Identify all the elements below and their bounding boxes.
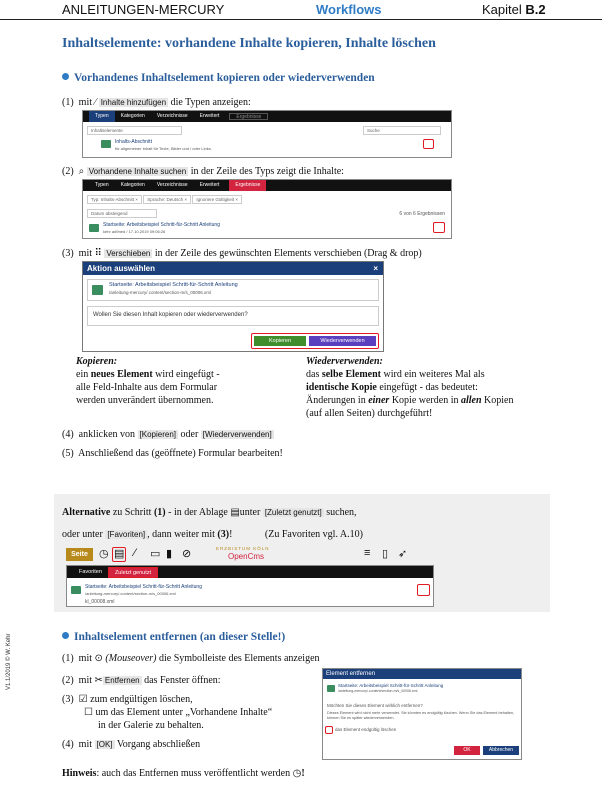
target-icon: ⊙ bbox=[94, 653, 103, 664]
remove-dialog: Element entfernen Startseite: Arbeitsbeispiel Schritt-für-Schritt Anleitung /anleitung-mercury/.content/section-m/s_00006.xml Möchten Sie dieses Element wirklich entfernen? Dieses Element wird nicht mehr verwendet. Sie könnten es endgültig löschen. Wenn Sie das Element behalten, können Sie es später wiederverwenden. das Element endgültig löschen OK Abbrechen bbox=[322, 668, 522, 760]
favorites-tab[interactable]: Favoriten bbox=[79, 568, 102, 575]
remove-icon: ✂ bbox=[94, 675, 103, 686]
version-note: V1.1/2019 © W. Kehr bbox=[6, 633, 12, 690]
clipboard-icon: ▤ bbox=[230, 507, 240, 518]
search-existing-icon[interactable] bbox=[423, 139, 434, 149]
reuse-button[interactable]: Wiederverwenden bbox=[309, 336, 376, 346]
folder-icon[interactable]: ▭ bbox=[150, 548, 161, 560]
step2: (2) ⌕ Vorhandene Inhalte suchen in der Zeile des Typs zeigt die Inhalte: bbox=[62, 166, 344, 177]
section1-heading: Vorhandenes Inhaltselement kopieren oder wiederverwenden bbox=[62, 72, 375, 84]
publish-icon: ◷ bbox=[292, 768, 302, 779]
grid-icon: ⠿ bbox=[94, 248, 102, 259]
clipboard-panel: Favoriten Zuletzt genutzt Startseite: Arbeitsbeispiel Schritt-für-Schritt Anleitung /anleitung-mercury/.content/section-m/s_00006.xml kl_00008.xml bbox=[66, 565, 434, 607]
section-type-icon bbox=[101, 140, 111, 148]
alternative-line1: Alternative zu Schritt (1) - in der Ablage ▤unter [Zuletzt genutzt] suchen, bbox=[62, 507, 357, 518]
section2-heading: Inhaltselement entfernen (an dieser Stelle!) bbox=[62, 631, 285, 643]
sort-select[interactable]: Datum absteigend bbox=[87, 209, 157, 218]
info-icon[interactable]: ▮ bbox=[166, 548, 173, 560]
action-dialog: Aktion auswählen × Startseite: Arbeitsbeispiel Schritt-für-Schritt Anleitung /anleitung-mercury/.content/section-m/s_00006.xml Wollen Sie diesen Inhalt kopieren oder wiederverwenden? Kopieren Wiederverwenden bbox=[82, 261, 384, 352]
remove-step1: (1) mit ⊙ (Mouseover) die Symbolleiste des Elements anzeigen bbox=[62, 653, 320, 664]
wand-icon: ⁄ bbox=[94, 97, 97, 108]
cancel-button[interactable]: Abbrechen bbox=[483, 746, 519, 755]
opencms-logo: OpenCms bbox=[228, 552, 265, 561]
header-right: Kapitel B.2 bbox=[482, 2, 546, 17]
step3: (3) mit ⠿ Verschieben in der Zeile des gewünschten Elements verschieben (Drag & drop) bbox=[62, 248, 422, 259]
menu-icon[interactable]: ≡ bbox=[364, 547, 371, 559]
history-icon[interactable]: ◷ bbox=[99, 548, 109, 560]
publish-icon[interactable]: ➶ bbox=[398, 548, 408, 560]
page-header bbox=[0, 0, 602, 20]
search-input[interactable]: Suche bbox=[363, 126, 441, 135]
close-icon[interactable]: × bbox=[373, 264, 378, 273]
remove-step2: (2) mit ✂ Entfernen das Fenster öffnen: bbox=[62, 675, 221, 686]
move-icon[interactable] bbox=[417, 584, 430, 596]
step4: (4) anklicken von [Kopieren] oder [Wiederverwenden] bbox=[62, 429, 272, 440]
content-icon bbox=[89, 224, 99, 232]
bookmark-icon[interactable]: ▯ bbox=[382, 548, 389, 560]
alternative-line2: oder unter [Favoriten] , dann weiter mit (3)! (Zu Favoriten vgl. A.10) bbox=[62, 529, 363, 540]
header-left: ANLEITUNGEN-MERCURY bbox=[62, 2, 225, 17]
hint: Hinweis: auch das Entfernen muss veröffentlicht werden ◷! bbox=[62, 768, 305, 779]
type-filter[interactable]: Inhaltselemente bbox=[87, 126, 182, 135]
disabled-icon[interactable]: ⊘ bbox=[182, 548, 192, 560]
page-button[interactable]: Seite bbox=[66, 548, 93, 561]
ok-button[interactable]: OK bbox=[454, 746, 480, 755]
remove-step4: (4) mit [OK] Vorgang abschließen bbox=[62, 739, 201, 750]
recent-tab[interactable]: Zuletzt genutzt bbox=[108, 567, 158, 578]
move-icon[interactable] bbox=[433, 222, 445, 233]
remove-step3: (3) ☑ zum endgültigen löschen, ☐ um das Element unter „Vorhandene Inhalte“ in der Galerie zu behalten. bbox=[62, 694, 273, 731]
screenshot-results: Typen Kategorien Verzeichnisse Erweitert Ergebnisse Typ: Inhalts-Abschnitt × Sprache: Deutsch × Ignoriere Gültigkeit × Datum absteigend 6 von 6 Ergebnissen Startseite: Arbeitsbeispiel Schritt-für-Schritt Anleitung kehr ad9ned / 17.10.2019 09:06:26 bbox=[82, 179, 452, 239]
opencms-toolbar: Seite ◷ ▤ ⁄ ▭ ▮ ⊘ ERZBISTUM KÖLN OpenCms ≡ ▯ ➶ bbox=[66, 547, 432, 563]
header-center: Workflows bbox=[316, 2, 382, 17]
reuse-explanation: Wiederverwenden: das selbe Element wird ein weiteres Mal als identische Kopie eingefügt - das bedeutet: Änderungen in einer Kopie werden in allen Kopien (auf allen Seiten) durchgeführt! bbox=[306, 356, 514, 419]
step1: (1) mit ⁄ Inhalte hinzufügen die Typen anzeigen: bbox=[62, 97, 251, 108]
magnifier-icon: ⌕ bbox=[78, 166, 85, 177]
screenshot-types: Typen Kategorien Verzeichnisse Erweitert Ergebnisse Inhaltselemente Suche Inhalts-Abschnitt für allgemeiner Inhalt für Texte, Bilder und / oder Links. bbox=[82, 110, 452, 158]
copy-button[interactable]: Kopieren bbox=[254, 336, 306, 346]
delete-checkbox[interactable] bbox=[325, 726, 333, 734]
clipboard-icon: ▤ bbox=[114, 548, 125, 560]
copy-explanation: Kopieren: ein neues Element wird eingefügt - alle Feld-Inhalte aus dem Formular werden unverändert übernommen. bbox=[76, 356, 220, 406]
wand-icon[interactable]: ⁄ bbox=[134, 547, 136, 559]
step5: (5) Anschließend das (geöffnete) Formular bearbeiten! bbox=[62, 448, 283, 459]
page-title: Inhaltselemente: vorhandene Inhalte kopieren, Inhalte löschen bbox=[62, 36, 436, 51]
